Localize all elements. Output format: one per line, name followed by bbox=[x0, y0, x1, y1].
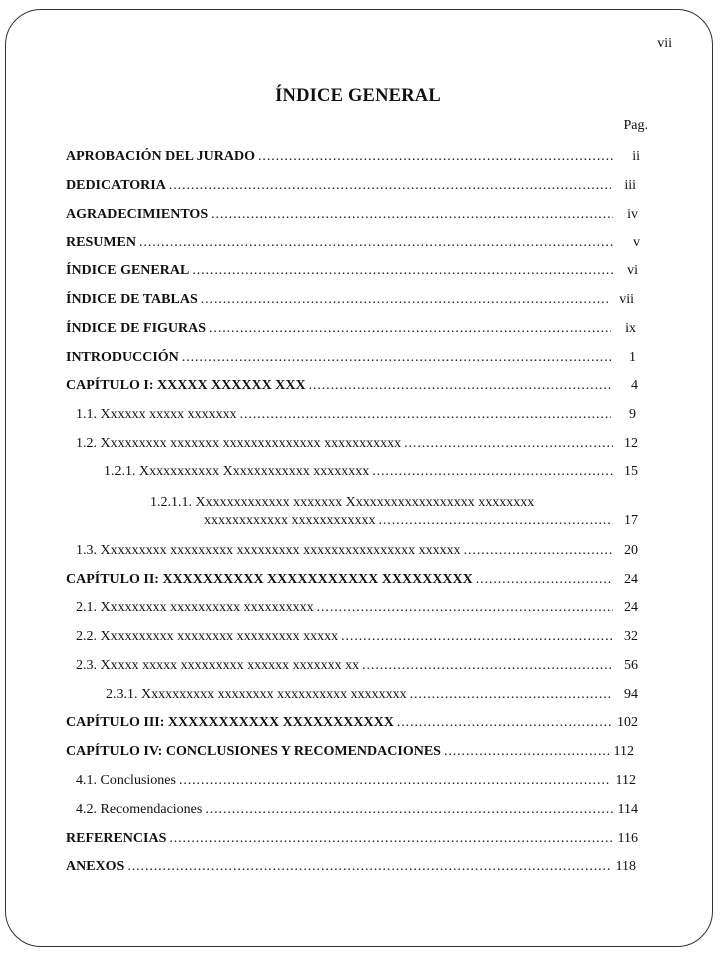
toc-entry-label: ÍNDICE DE FIGURAS bbox=[66, 321, 207, 336]
dot-leader bbox=[179, 772, 611, 790]
toc-entry-2-3[interactable] bbox=[76, 657, 638, 675]
toc-entry-capitulo-2[interactable] bbox=[66, 571, 638, 589]
toc-entry-label: 2.1. Xxxxxxxxx xxxxxxxxxx xxxxxxxxxx bbox=[76, 600, 314, 615]
page-number: vii bbox=[657, 36, 672, 51]
dot-leader bbox=[240, 406, 611, 424]
dot-leader bbox=[205, 801, 613, 819]
toc-entry-page: 32 bbox=[624, 629, 638, 644]
toc-entry-label: AGRADECIMIENTOS bbox=[66, 207, 209, 222]
toc-entry-page: 1 bbox=[629, 350, 636, 365]
dot-leader bbox=[139, 234, 615, 252]
toc-entry-page: 15 bbox=[624, 464, 638, 479]
dot-leader bbox=[169, 830, 613, 848]
toc-entry-capitulo-4[interactable] bbox=[66, 743, 634, 761]
dot-leader bbox=[127, 858, 611, 876]
toc-entry-page: 4 bbox=[631, 378, 638, 393]
dot-leader bbox=[201, 291, 609, 309]
dot-leader bbox=[169, 177, 611, 195]
toc-entry-indice-general[interactable] bbox=[66, 262, 638, 280]
dot-leader bbox=[379, 512, 614, 530]
dot-leader bbox=[209, 320, 611, 338]
toc-entry-resumen[interactable] bbox=[66, 234, 640, 252]
toc-entry-page: ii bbox=[632, 149, 640, 164]
toc-entry-label: 4.2. Recomendaciones bbox=[76, 802, 203, 817]
toc-entry-page: 9 bbox=[629, 407, 636, 422]
toc-entry-2-2[interactable] bbox=[76, 628, 638, 646]
toc-entry-label: 1.2.1. Xxxxxxxxxxx Xxxxxxxxxxxx xxxxxxxx bbox=[104, 464, 370, 479]
toc-entry-anexos[interactable] bbox=[66, 858, 636, 876]
toc-entry-1-1[interactable] bbox=[76, 406, 636, 424]
toc-entry-label: 4.1. Conclusiones bbox=[76, 773, 176, 788]
pag-column-label: Pag. bbox=[623, 118, 648, 133]
dot-leader bbox=[309, 377, 613, 395]
dot-leader bbox=[372, 463, 613, 481]
toc-entry-label: CAPÍTULO I: XXXXX XXXXXX XXX bbox=[66, 378, 306, 393]
toc-entry-page: iii bbox=[624, 178, 636, 193]
toc-entry-1-2-1[interactable] bbox=[104, 463, 638, 481]
page-title: ÍNDICE GENERAL bbox=[275, 86, 441, 106]
dot-leader bbox=[258, 148, 615, 166]
dot-leader bbox=[404, 435, 613, 453]
toc-entry-indice-tablas[interactable] bbox=[66, 291, 634, 309]
toc-entry-introduccion[interactable] bbox=[66, 349, 636, 367]
toc-entry-label: 2.2. Xxxxxxxxxx xxxxxxxx xxxxxxxxx xxxxx bbox=[76, 629, 339, 644]
toc-entry-2-3-1[interactable] bbox=[106, 686, 638, 704]
toc-entry-page: 17 bbox=[624, 513, 638, 528]
toc-entry-page: vii bbox=[619, 292, 634, 307]
toc-entry-label: CAPÍTULO III: XXXXXXXXXXX XXXXXXXXXXX bbox=[66, 715, 394, 730]
toc-entry-agradecimientos[interactable] bbox=[66, 206, 638, 224]
toc-entry-page: 24 bbox=[624, 572, 638, 587]
toc-entry-page: 116 bbox=[617, 831, 638, 846]
toc-entry-label: xxxxxxxxxxxx xxxxxxxxxxxx bbox=[204, 513, 376, 528]
toc-entry-page: 114 bbox=[617, 802, 638, 817]
toc-entry-label: ÍNDICE GENERAL bbox=[66, 263, 190, 278]
dot-leader bbox=[410, 686, 613, 704]
dot-leader bbox=[317, 599, 613, 617]
toc-entry-label: 1.1. Xxxxxx xxxxx xxxxxxx bbox=[76, 407, 237, 422]
toc-entry-label: RESUMEN bbox=[66, 235, 137, 250]
toc-entry-label: ÍNDICE DE TABLAS bbox=[66, 292, 198, 307]
toc-entry-label: INTRODUCCIÓN bbox=[66, 350, 179, 365]
toc-entry-page: 112 bbox=[615, 773, 636, 788]
toc-entry-indice-figuras[interactable] bbox=[66, 320, 636, 338]
toc-entry-label: 1.2. Xxxxxxxxx xxxxxxx xxxxxxxxxxxxxx xxxxxxxxxxx bbox=[76, 436, 402, 451]
toc-entry-page: vi bbox=[627, 263, 638, 278]
toc-entry-page: 94 bbox=[624, 687, 638, 702]
dot-leader bbox=[362, 657, 613, 675]
toc-entry-page: 112 bbox=[613, 744, 634, 759]
toc-entry-label: APROBACIÓN DEL JURADO bbox=[66, 149, 256, 164]
dot-leader bbox=[211, 206, 613, 224]
dot-leader bbox=[341, 628, 613, 646]
toc-entry-page: 56 bbox=[624, 658, 638, 673]
dot-leader bbox=[476, 571, 613, 589]
toc-entry-2-1[interactable] bbox=[76, 599, 638, 617]
toc-entry-page: 20 bbox=[624, 543, 638, 558]
dot-leader bbox=[192, 262, 613, 280]
toc-entry-page: 118 bbox=[615, 859, 636, 874]
toc-entry-4-1[interactable] bbox=[76, 772, 636, 790]
toc-entry-4-2[interactable] bbox=[76, 801, 638, 819]
toc-entry-label: CAPÍTULO II: XXXXXXXXXX XXXXXXXXXXX XXXXXXXXX bbox=[66, 572, 473, 587]
toc-entry-page: ix bbox=[625, 321, 636, 336]
dot-leader bbox=[444, 743, 609, 761]
dot-leader bbox=[182, 349, 611, 367]
toc-entry-page: 102 bbox=[617, 715, 638, 730]
toc-entry-label: ANEXOS bbox=[66, 859, 125, 874]
toc-entry-page: iv bbox=[627, 207, 638, 222]
toc-entry-capitulo-3[interactable] bbox=[66, 714, 638, 732]
toc-entry-referencias[interactable] bbox=[66, 830, 638, 848]
toc-entry-1-2-1-1-line1: 1.2.1.1. Xxxxxxxxxxxxx xxxxxxx Xxxxxxxxxxxxxxxxxx xxxxxxxx bbox=[150, 495, 535, 510]
toc-entry-page: v bbox=[633, 235, 640, 250]
toc-entry-capitulo-1[interactable] bbox=[66, 377, 638, 395]
toc-entry-aprobacion[interactable] bbox=[66, 148, 640, 166]
toc-entry-1-2-1-1[interactable] bbox=[204, 512, 638, 530]
toc-entry-1-2[interactable] bbox=[76, 435, 638, 453]
toc-entry-1-3[interactable] bbox=[76, 542, 638, 560]
toc-entry-label: REFERENCIAS bbox=[66, 831, 167, 846]
toc-entry-dedicatoria[interactable] bbox=[66, 177, 636, 195]
toc-entry-label: 2.3. Xxxxx xxxxx xxxxxxxxx xxxxxx xxxxxxx xx bbox=[76, 658, 360, 673]
toc-entry-label: DEDICATORIA bbox=[66, 178, 166, 193]
toc-entry-label: CAPÍTULO IV: CONCLUSIONES Y RECOMENDACIONES bbox=[66, 744, 441, 759]
toc-entry-label: 1.3. Xxxxxxxxx xxxxxxxxx xxxxxxxxx xxxxxxxxxxxxxxxx xxxxxx bbox=[76, 543, 461, 558]
dot-leader bbox=[464, 542, 613, 560]
toc-entry-page: 12 bbox=[624, 436, 638, 451]
toc-entry-label: 2.3.1. Xxxxxxxxxx xxxxxxxx xxxxxxxxxx xxxxxxxx bbox=[106, 687, 407, 702]
toc-entry-page: 24 bbox=[624, 600, 638, 615]
dot-leader bbox=[397, 714, 613, 732]
